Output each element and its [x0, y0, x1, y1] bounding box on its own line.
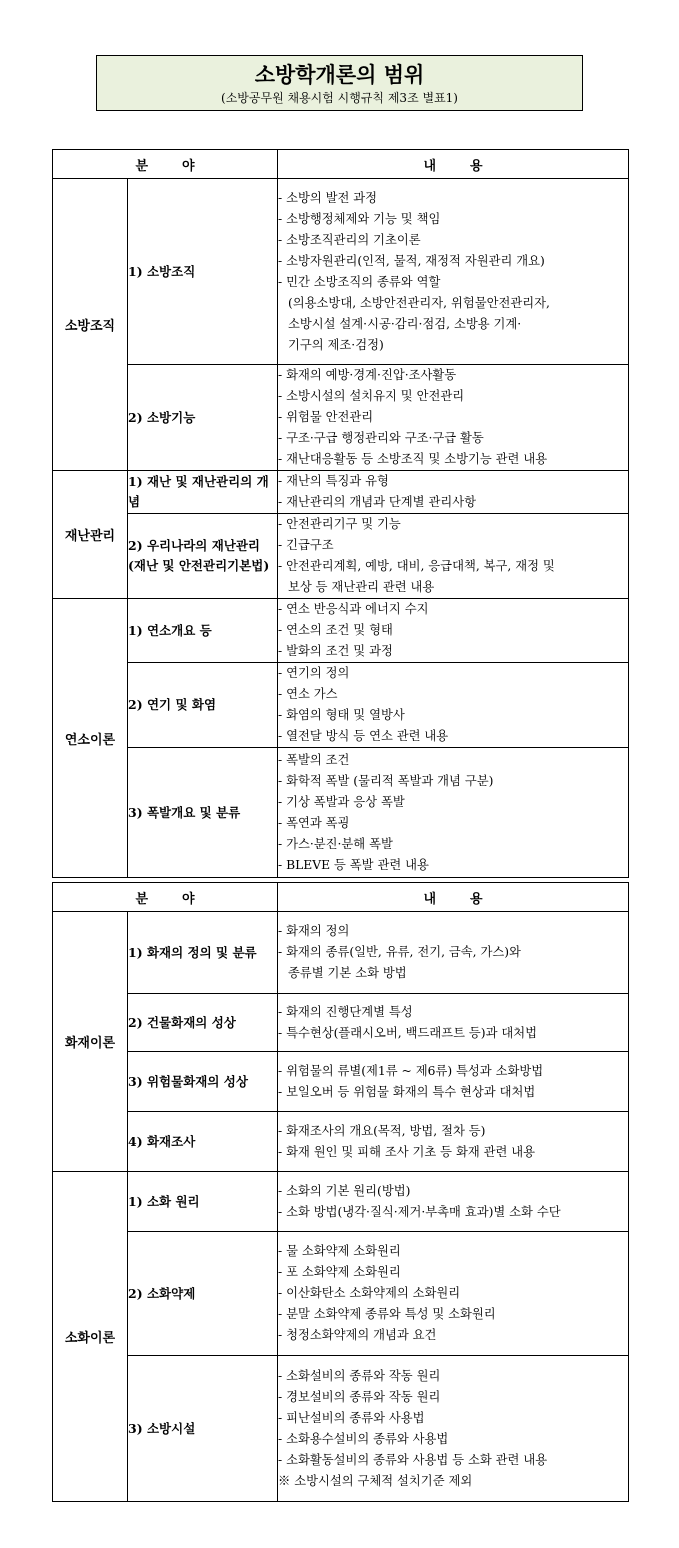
content-line: - 위험물의 류별(제1류 ~ 제6류) 특성과 소화방법 — [278, 1063, 544, 1078]
scope-table-1 — [52, 149, 629, 878]
subcategory-cell: 2) 소화약제 — [128, 1232, 278, 1356]
content-cell — [278, 994, 629, 1052]
content-line: - 폭연과 폭굉 — [278, 815, 350, 830]
content-cell — [278, 1172, 629, 1232]
content-line: - 소방행정체제와 기능 및 책임 — [278, 211, 441, 226]
subcategory-cell: 4) 화재조사 — [128, 1112, 278, 1172]
table-row — [53, 663, 629, 748]
content-line: - 포 소화약제 소화원리 — [278, 1265, 401, 1279]
header-field — [53, 883, 278, 912]
table-row — [53, 1172, 629, 1232]
header-content-a: 내 — [423, 158, 436, 174]
content-line: - 발화의 조건 및 과정 — [278, 644, 393, 658]
content-line: - BLEVE 등 폭발 관련 내용 — [278, 857, 429, 872]
content-line: 기구의 제조·검정) — [288, 337, 384, 352]
content-line: - 화재조사의 개요(목적, 방법, 절차 등) — [278, 1123, 486, 1138]
content-line: - 민간 소방조직의 종류와 역할 — [278, 274, 441, 289]
content-line: - 보일오버 등 위험물 화재의 특수 현상과 대처법 — [278, 1084, 536, 1099]
content-line: - 재난대응활동 등 소방조직 및 소방기능 관련 내용 — [278, 452, 548, 466]
table-header-row — [53, 150, 629, 179]
table-header-row — [53, 883, 629, 912]
content-line: - 피난설비의 종류와 사용법 — [278, 1410, 425, 1425]
table-row — [53, 365, 629, 471]
subcategory-cell: 1) 소방조직 — [128, 179, 278, 365]
content-line: (의용소방대, 소방안전관리자, 위험물안전관리자, — [288, 295, 550, 310]
content-line: - 소화용수설비의 종류와 사용법 — [278, 1431, 449, 1446]
content-line: - 소방시설의 설치유지 및 안전관리 — [278, 389, 465, 403]
document-title-box — [96, 55, 583, 111]
content-line: - 위험물 안전관리 — [278, 410, 374, 424]
subcategory-cell: 3) 위험물화재의 성상 — [128, 1052, 278, 1112]
document-subtitle: (소방공무원 채용시험 시행규칙 제3조 별표1) — [221, 91, 458, 105]
content-line: - 경보설비의 종류와 작동 원리 — [278, 1389, 441, 1404]
content-line: - 특수현상(플래시오버, 백드래프트 등)과 대처법 — [278, 1025, 537, 1040]
header-field-b: 야 — [182, 158, 195, 174]
content-cell — [278, 912, 629, 994]
table-row — [53, 1356, 629, 1502]
content-line: - 연기의 정의 — [278, 666, 350, 680]
content-line: - 소화 방법(냉각·질식·제거·부촉매 효과)별 소화 수단 — [278, 1204, 561, 1219]
subcategory-cell: 1) 재난 및 재난관리의 개념 — [128, 471, 278, 514]
category-cell: 연소이론 — [53, 599, 128, 878]
content-line: - 이산화탄소 소화약제의 소화원리 — [278, 1286, 461, 1300]
content-line: - 소화활동설비의 종류와 사용법 등 소화 관련 내용 — [278, 1452, 548, 1467]
header-field-a: 분 — [135, 158, 148, 174]
content-line: - 재난관리의 개념과 단계별 관리사항 — [278, 495, 476, 509]
content-cell — [278, 748, 629, 878]
content-line: - 물 소화약제 소화원리 — [278, 1244, 401, 1258]
subcategory-cell: 3) 폭발개요 및 분류 — [128, 748, 278, 878]
document-title: 소방학개론의 범위 — [254, 63, 425, 87]
content-line: - 소방의 발전 과정 — [278, 190, 378, 205]
table-row — [53, 1052, 629, 1112]
subcategory-cell: 1) 소화 원리 — [128, 1172, 278, 1232]
content-line: - 소화의 기본 원리(방법) — [278, 1183, 411, 1198]
content-line: - 긴급구조 — [278, 538, 334, 552]
table-row — [53, 912, 629, 994]
subcategory-cell: 3) 소방시설 — [128, 1356, 278, 1502]
content-cell — [278, 1356, 629, 1502]
content-line: - 화재의 예방·경계·진압·조사활동 — [278, 368, 457, 382]
content-line: - 청정소화약제의 개념과 요건 — [278, 1328, 437, 1342]
table-row — [53, 994, 629, 1052]
content-line: - 소화설비의 종류와 작동 원리 — [278, 1368, 441, 1383]
subcategory-cell: 1) 화재의 정의 및 분류 — [128, 912, 278, 994]
category-cell: 소방조직 — [53, 179, 128, 471]
header-content — [278, 150, 629, 179]
table-row — [53, 748, 629, 878]
content-line: - 소방조직관리의 기초이론 — [278, 232, 421, 247]
content-cell — [278, 365, 629, 471]
table-row — [53, 471, 629, 514]
content-line: - 화학적 폭발 (물리적 폭발과 개념 구분) — [278, 773, 494, 788]
header-content — [278, 883, 629, 912]
table-row — [53, 514, 629, 599]
content-line: - 연소 반응식과 에너지 수지 — [278, 602, 429, 616]
content-line: - 화재의 종류(일반, 유류, 전기, 금속, 가스)와 — [278, 945, 521, 959]
header-content-a: 내 — [423, 891, 436, 907]
content-line: - 화재의 정의 — [278, 924, 350, 938]
header-content-b: 용 — [470, 891, 483, 907]
content-line: 종류별 기본 소화 방법 — [288, 966, 407, 980]
content-line: - 열전달 방식 등 연소 관련 내용 — [278, 729, 449, 743]
content-cell — [278, 179, 629, 365]
content-cell — [278, 599, 629, 663]
header-field-a: 분 — [135, 891, 148, 907]
table-row — [53, 1232, 629, 1356]
content-line: - 연소의 조건 및 형태 — [278, 623, 393, 637]
content-line: - 가스·분진·분해 폭발 — [278, 836, 393, 851]
subcategory-cell: 2) 우리나라의 재난관리 (재난 및 안전관리기본법) — [128, 514, 278, 599]
subcategory-cell: 1) 연소개요 등 — [128, 599, 278, 663]
content-line: - 연소 가스 — [278, 687, 338, 701]
content-line: - 폭발의 조건 — [278, 752, 350, 767]
content-line: - 구조·구급 행정관리와 구조·구급 활동 — [278, 431, 484, 445]
header-field — [53, 150, 278, 179]
content-line: - 기상 폭발과 응상 폭발 — [278, 794, 405, 809]
table-row — [53, 599, 629, 663]
subcategory-cell: 2) 건물화재의 성상 — [128, 994, 278, 1052]
header-field-b: 야 — [182, 891, 195, 907]
subcategory-cell: 2) 소방기능 — [128, 365, 278, 471]
content-line: 보상 등 재난관리 관련 내용 — [288, 580, 435, 594]
content-cell — [278, 471, 629, 514]
content-cell — [278, 1112, 629, 1172]
category-cell: 재난관리 — [53, 471, 128, 599]
content-line: - 안전관리계획, 예방, 대비, 응급대책, 복구, 재정 및 — [278, 559, 555, 573]
content-cell — [278, 1052, 629, 1112]
content-cell — [278, 663, 629, 748]
category-cell: 화재이론 — [53, 912, 128, 1172]
scope-table-2 — [52, 882, 629, 1502]
header-content-b: 용 — [470, 158, 483, 174]
content-line: - 소방자원관리(인적, 물적, 재정적 자원관리 개요) — [278, 253, 545, 268]
content-line: - 화염의 형태 및 열방사 — [278, 708, 405, 722]
category-cell: 소화이론 — [53, 1172, 128, 1502]
table-row — [53, 179, 629, 365]
table-row — [53, 1112, 629, 1172]
content-line: ※ 소방시설의 구체적 설치기준 제외 — [278, 1473, 473, 1488]
content-cell — [278, 1232, 629, 1356]
content-line: - 화재 원인 및 피해 조사 기초 등 화재 관련 내용 — [278, 1144, 536, 1159]
content-line: 소방시설 설계·시공·감리·점검, 소방용 기계· — [288, 316, 522, 331]
content-line: - 재난의 특징과 유형 — [278, 474, 389, 488]
subcategory-cell: 2) 연기 및 화염 — [128, 663, 278, 748]
content-cell — [278, 514, 629, 599]
content-line: - 분말 소화약제 종류와 특성 및 소화원리 — [278, 1307, 496, 1321]
content-line: - 안전관리기구 및 기능 — [278, 517, 401, 531]
content-line: - 화재의 진행단계별 특성 — [278, 1004, 413, 1019]
